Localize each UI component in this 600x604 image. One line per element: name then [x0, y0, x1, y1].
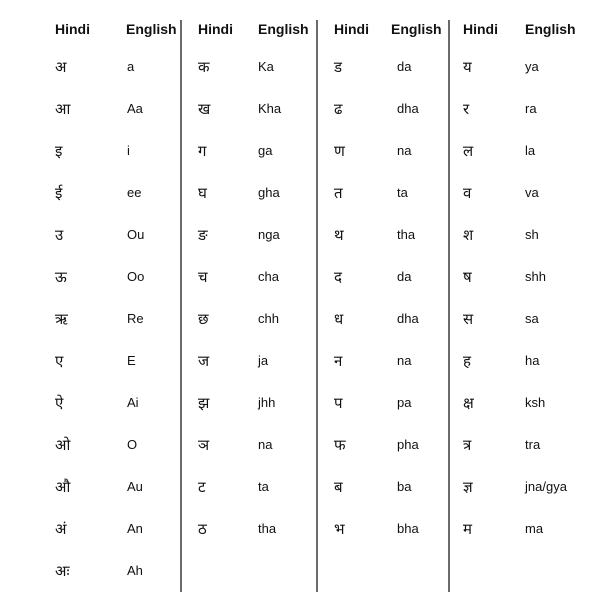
table-row [316, 352, 448, 394]
table-row [180, 394, 316, 436]
english-transliteration: ta [397, 185, 408, 200]
english-transliteration: Ah [127, 563, 143, 578]
chart-rows [448, 58, 600, 562]
table-row [0, 100, 180, 142]
hindi-letter: क्ष [463, 394, 474, 412]
english-transliteration: dha [397, 311, 419, 326]
hindi-letter: व [463, 184, 472, 202]
english-transliteration: ta [258, 479, 269, 494]
english-transliteration: ya [525, 59, 539, 74]
table-row [180, 520, 316, 562]
chart-column-3 [316, 0, 448, 600]
hindi-letter: ई [55, 184, 63, 202]
header-english: English [525, 21, 576, 37]
table-row [0, 58, 180, 100]
english-transliteration: Ou [127, 227, 145, 242]
english-transliteration: O [127, 437, 138, 452]
hindi-letter: घ [198, 184, 207, 202]
table-row [448, 100, 600, 142]
chart-rows [180, 58, 316, 562]
table-row [0, 562, 180, 604]
hindi-letter: ज्ञ [463, 478, 473, 496]
table-row [0, 394, 180, 436]
english-transliteration: Kha [258, 101, 282, 116]
english-transliteration: ha [525, 353, 540, 368]
hindi-letter: उ [55, 226, 64, 244]
hindi-letter: ऐ [55, 394, 64, 412]
table-row [448, 436, 600, 478]
table-row [316, 520, 448, 562]
hindi-letter: इ [55, 142, 63, 160]
chart-rows [0, 58, 180, 604]
table-row [180, 310, 316, 352]
table-row [316, 226, 448, 268]
header-english: English [258, 21, 309, 37]
english-transliteration: da [397, 59, 412, 74]
hindi-letter: ब [334, 478, 343, 496]
english-transliteration: An [127, 521, 143, 536]
hindi-letter: छ [198, 310, 209, 328]
english-transliteration: Au [127, 479, 143, 494]
table-row [180, 58, 316, 100]
table-row [0, 352, 180, 394]
table-row [448, 520, 600, 562]
english-transliteration: pa [397, 395, 412, 410]
table-row [180, 100, 316, 142]
hindi-letter: ग [198, 142, 207, 160]
table-row [448, 226, 600, 268]
table-row [448, 58, 600, 100]
table-row [180, 142, 316, 184]
header-hindi: Hindi [463, 21, 498, 37]
english-transliteration: la [525, 143, 536, 158]
hindi-letter: क [198, 58, 210, 76]
hindi-letter: अः [55, 562, 70, 580]
hindi-letter: फ [334, 436, 346, 454]
hindi-letter: ध [334, 310, 344, 328]
english-transliteration: Re [127, 311, 144, 326]
hindi-letter: ओ [55, 436, 71, 454]
table-row [316, 100, 448, 142]
table-row [0, 436, 180, 478]
hindi-letter: औ [55, 478, 71, 496]
table-row [0, 268, 180, 310]
hindi-letter: स [463, 310, 474, 328]
hindi-letter: ट [198, 478, 206, 496]
hindi-letter: य [463, 58, 472, 76]
hindi-letter: र [463, 100, 470, 118]
table-row [316, 310, 448, 352]
english-transliteration: da [397, 269, 412, 284]
english-transliteration: ga [258, 143, 273, 158]
table-row [0, 226, 180, 268]
english-transliteration: i [127, 143, 130, 158]
english-transliteration: va [525, 185, 539, 200]
table-row [316, 58, 448, 100]
hindi-letter: त्र [463, 436, 472, 454]
hindi-letter: अ [55, 58, 67, 76]
english-transliteration: a [127, 59, 135, 74]
hindi-letter: ज [198, 352, 210, 370]
english-transliteration: gha [258, 185, 280, 200]
english-transliteration: shh [525, 269, 546, 284]
hindi-letter: आ [55, 100, 71, 118]
hindi-letter: थ [334, 226, 344, 244]
hindi-letter: म [463, 520, 472, 538]
hindi-letter: ष [463, 268, 472, 286]
table-row [316, 436, 448, 478]
hindi-letter: श [463, 226, 474, 244]
english-transliteration: ja [258, 353, 269, 368]
chart-column-4 [448, 0, 600, 600]
hindi-letter: ऋ [55, 310, 68, 328]
hindi-letter: झ [198, 394, 210, 412]
header-english: English [391, 21, 442, 37]
table-row [448, 184, 600, 226]
hindi-letter: प [334, 394, 343, 412]
table-row [0, 184, 180, 226]
english-transliteration: bha [397, 521, 419, 536]
english-transliteration: tha [397, 227, 416, 242]
hindi-letter: ऊ [55, 268, 67, 286]
hindi-letter: ल [463, 142, 474, 160]
table-row [0, 478, 180, 520]
hindi-letter: भ [334, 520, 345, 538]
english-transliteration: na [397, 143, 412, 158]
table-row [180, 478, 316, 520]
hindi-letter: ख [198, 100, 211, 118]
english-transliteration: sa [525, 311, 539, 326]
hindi-letter: ड [334, 58, 343, 76]
english-transliteration: cha [258, 269, 279, 284]
table-row [448, 394, 600, 436]
table-row [316, 268, 448, 310]
english-transliteration: ma [525, 521, 544, 536]
header-english: English [126, 21, 177, 37]
english-transliteration: E [127, 353, 136, 368]
english-transliteration: Ai [127, 395, 139, 410]
english-transliteration: pha [397, 437, 419, 452]
english-transliteration: sh [525, 227, 539, 242]
hindi-letter: ह [463, 352, 471, 370]
table-row [316, 142, 448, 184]
hindi-letter: न [334, 352, 343, 370]
table-row [316, 394, 448, 436]
table-row [0, 520, 180, 562]
table-row [0, 310, 180, 352]
table-row [180, 436, 316, 478]
chart-column-2 [180, 0, 316, 600]
hindi-letter: द [334, 268, 342, 286]
english-transliteration: ra [525, 101, 537, 116]
english-transliteration: jhh [258, 395, 276, 410]
table-row [448, 268, 600, 310]
hindi-letter: ण [334, 142, 345, 160]
chart-rows [316, 58, 448, 562]
header-hindi: Hindi [334, 21, 369, 37]
english-transliteration: chh [258, 311, 279, 326]
english-transliteration: dha [397, 101, 419, 116]
hindi-letter: अं [55, 520, 67, 538]
table-row [316, 478, 448, 520]
english-transliteration: tra [525, 437, 541, 452]
table-row [316, 184, 448, 226]
english-transliteration: Aa [127, 101, 143, 116]
table-row [448, 310, 600, 352]
header-hindi: Hindi [55, 21, 90, 37]
english-transliteration: na [397, 353, 412, 368]
hindi-letter: ञ [198, 436, 210, 454]
hindi-letter: च [198, 268, 208, 286]
hindi-letter: ङ [198, 226, 208, 244]
table-row [448, 142, 600, 184]
table-row [180, 226, 316, 268]
english-transliteration: Oo [127, 269, 145, 284]
hindi-letter: ठ [198, 520, 207, 538]
english-transliteration: ksh [525, 395, 546, 410]
table-row [180, 352, 316, 394]
chart-column-1 [0, 0, 180, 600]
hindi-letter: ढ [334, 100, 343, 118]
english-transliteration: jna/gya [525, 479, 567, 494]
english-transliteration: ee [127, 185, 142, 200]
table-row [180, 268, 316, 310]
hindi-letter: ए [55, 352, 64, 370]
english-transliteration: na [258, 437, 273, 452]
table-row [180, 184, 316, 226]
table-row [448, 352, 600, 394]
english-transliteration: nga [258, 227, 280, 242]
header-hindi: Hindi [198, 21, 233, 37]
english-transliteration: Ka [258, 59, 274, 74]
english-transliteration: ba [397, 479, 412, 494]
hindi-letter: त [334, 184, 343, 202]
english-transliteration: tha [258, 521, 277, 536]
table-row [448, 478, 600, 520]
table-row [0, 142, 180, 184]
